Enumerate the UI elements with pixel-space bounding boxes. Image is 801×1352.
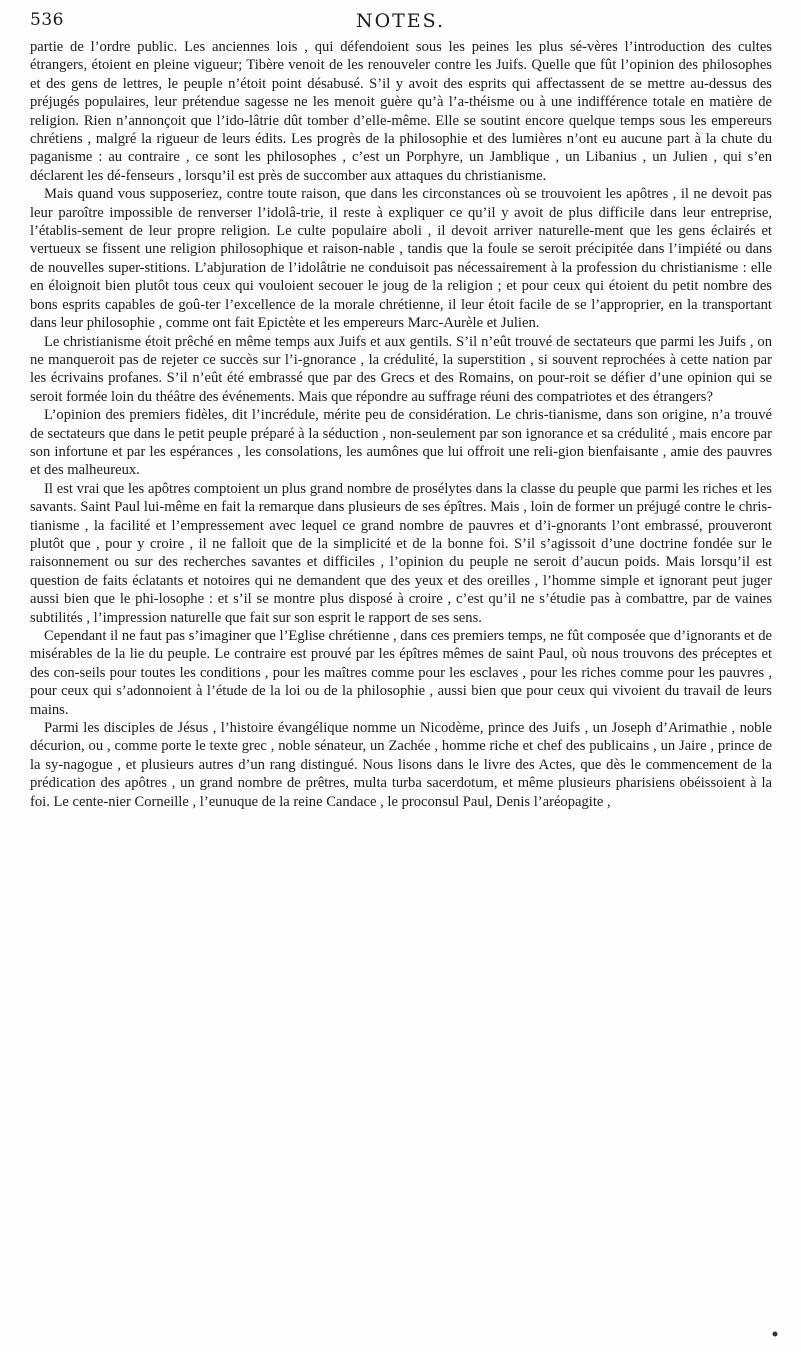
paragraph-7: Parmi les disciples de Jésus , l’histoire évangélique nomme un Nicodème, prince des Juifs , un Joseph d’Arimathie , noble décurion, ou , comme porte le texte grec , noble sénateur, un Zachée , homme riche et chef des publicains , un Jaire , prince de la sy-nagogue , et plusieurs autres d’un rang distingué. Nous lisons dans le livre des Actes, que dès le commencement de la prédication des apôtres , un grand nombre de prêtres, multa turba sacerdotum, et même plusieurs pharisiens obéissoient à la foi. Le cente-nier Corneille , l’eunuque de la reine Candace , le proconsul Paul, Denis l’aréopagite , <box>30 720 772 810</box>
paragraph-5: Il est vrai que les apôtres comptoient un plus grand nombre de prosélytes dans la classe du peuple que parmi les riches et les savants. Saint Paul lui-même en fait la remarque dans plusieurs de ses épîtres. Mais , loin de former un préjugé contre le chris-tianisme , la facilité et l’empressement avec lequel ce grand nombre de pauvres et d’i-gnorants l’ont embrassé, prouveront plutôt que , pour y croire , il ne falloit que de la simplicité et de la bonne foi. S’il s’agissoit d’une doctrine fondée sur le raisonnement ou sur des recherches savantes et difficiles , l’opinion du peuple ne seroit d’aucun poids. Mais lorsqu’il est question de faits éclatants et notoires qui ne demandent que des yeux et des oreilles , l’homme simple et ignorant peut juger aussi bien que le phi-losophe : et s’il se montre plus disposé à croire , c’est qu’il ne s’étudie pas à combattre, par de vaines subtilités , l’impression naturelle que fait sur son esprit le rapport de ses sens. <box>30 480 772 626</box>
ink-dot-icon <box>767 1326 783 1342</box>
paragraph-4: L’opinion des premiers fidèles, dit l’incrédule, mérite peu de considération. Le chris-tianisme, dans son origine, n’a trouvé de sectateurs que dans le petit peuple préparé à la séduction , non-seulement par son ignorance et sa crédulité , mais encore par son infortune et par les espérances , les consolations, les aumônes que lui offroit une reli-gion bienfaisante , amie des pauvres et des malheureux. <box>30 407 772 479</box>
running-title: NOTES. <box>355 10 446 32</box>
page-header <box>30 10 771 36</box>
paragraph-2: Mais quand vous supposeriez, contre toute raison, que dans les circonstances où se trouvoient les apôtres , il ne devoit pas leur paroître impossible de renverser l’idolâ-trie, il reste à expliquer ce qu’il y avoit de plus difficile dans leur entreprise, l’établis-sement de leur propre religion. Le culte populaire aboli , il devoit arriver naturelle-ment que les gens éclairés et vertueux se fissent une religion philosophique et raison-nable , tandis que la foule se seroit précipitée dans l’impiété ou dans de nouvelles super-stitions. L’abjuration de l’idolâtrie ne conduisoit pas nécessairement à la profession du christianisme : elle en éloignoit bien plutôt tous ceux qui vouloient secouer le joug de la religion ; et pour ceux qui étoient du petit nombre des bons esprits capables de goû-ter l’excellence de la morale chrétienne, il leur étoit facile de se l’approprier, en la transportant dans leur philosophie , comme ont fait Epictète et les empereurs Marc-Aurèle et Julien. <box>30 186 772 332</box>
page-number: 536 <box>30 10 64 30</box>
paragraph-3: Le christianisme étoit prêché en même temps aux Juifs et aux gentils. S’il n’eût trouvé de sectateurs que parmi les Juifs , on ne manqueroit pas de rejeter ce succès sur l’i-gnorance , la crédulité, la superstition , si souvent reprochées à cette nation par les écrivains profanes. S’il n’eût été embrassé que par des Grecs et des Romains, on pour-roit se défier d’une opinion qui se seroit formée loin du théâtre des événements. Mais que répondre au suffrage réuni des compatriotes et des étrangers? <box>30 333 772 405</box>
paragraph-6: Cependant il ne faut pas s’imaginer que l’Eglise chrétienne , dans ces premiers temps, ne fût composée que d’ignorants et de misérables de la lie du peuple. Le contraire est prouvé par les épîtres mêmes de saint Paul, où nous trouvons des préceptes et des con-seils pour toutes les conditions , pour les maîtres comme pour les esclaves , pour les riches comme pour les pauvres , pour ceux qui s’adonnoient à l’étude de la loi ou de la philosophie , aussi bien que pour ceux qui vivoient du travail de leurs mains. <box>30 628 772 718</box>
paragraph-1: partie de l’ordre public. Les anciennes lois , qui défendoient sous les peines les plus sé-vères l’introduction des cultes étrangers, étoient en pleine vigueur; Tibère venoit de les renouveler contre les Juifs. Quelle que fût l’opinion des philosophes et des gens de lettres, le peuple n’étoit point désabusé. S’il y avoit des esprits qui affectassent de se mettre au-dessus des préjugés populaires, leur prétendue sagesse ne les menoit guère qu’à l’a-théisme ou à une indifférence totale en matière de religion. Rien n’annonçoit que l’ido-lâtrie dût tomber d’elle-même. Elle se soutint encore quelque temps sous les empereurs chrétiens , malgré la rigueur de leurs édits. Les progrès de la philosophie et des lumières n’ont eu aucune part à la chute du paganisme : au contraire , ce sont les philosophes , c’est un Porphyre, un Jamblique , un Libanius , un Julien , qui s’en déclarent les dé-fenseurs , lorsqu’il est près de succomber aux attaques du christianisme. <box>30 39 772 184</box>
body-text <box>30 38 772 811</box>
